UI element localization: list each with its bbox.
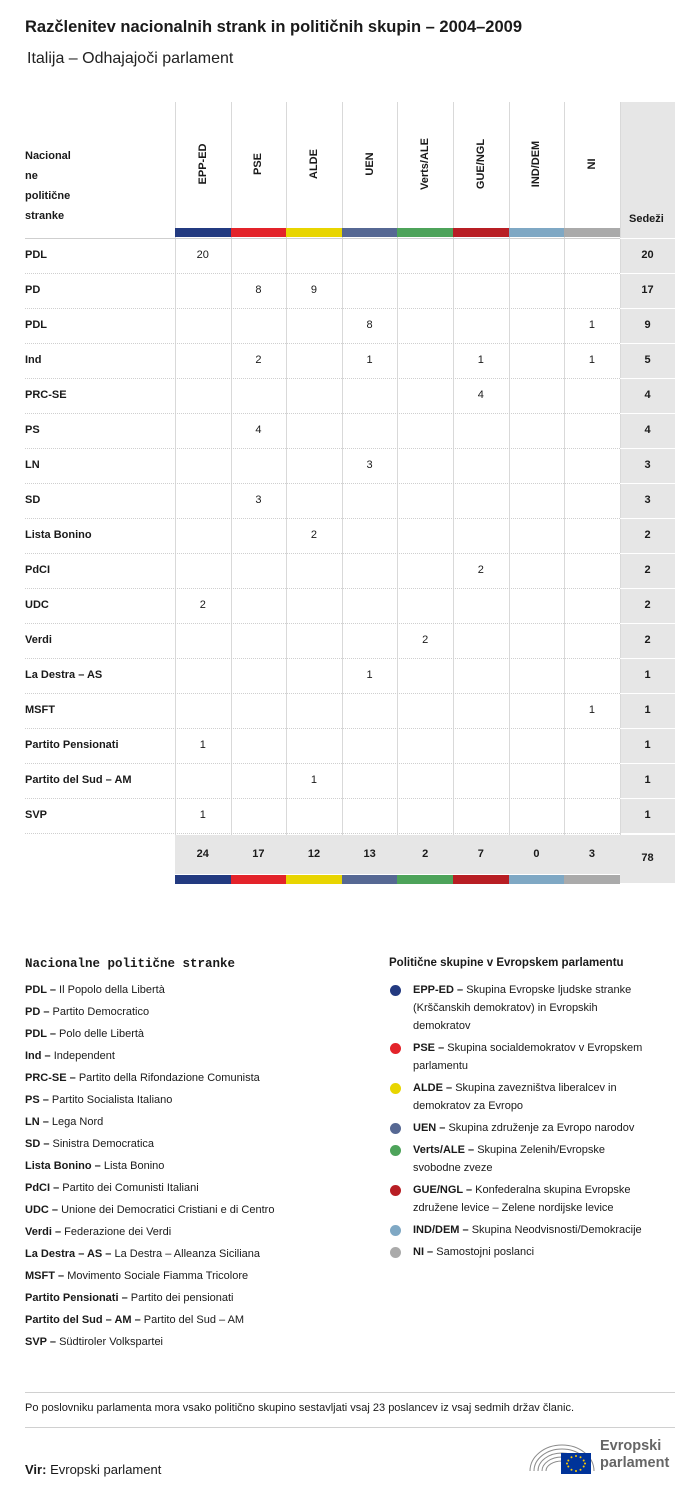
group-total: 13: [363, 848, 376, 860]
party-name: PRC-SE: [25, 389, 67, 401]
legend-party-name: Partito Democratico: [52, 1006, 150, 1018]
legend-party-item: [25, 1025, 144, 1043]
legend-party-abbr: PDL –: [25, 984, 56, 996]
legend-groups-title: Politične skupine v Evropskem parlamentu: [389, 957, 624, 969]
legend-group-item: [413, 1119, 675, 1137]
legend-party-abbr: PDL –: [25, 1028, 56, 1040]
logo-line-1: Evropski: [600, 1438, 662, 1454]
group-color-bar-bottom: [564, 875, 620, 884]
legend-group-line: [413, 1221, 675, 1239]
seat-count: 2: [310, 529, 318, 541]
group-header-6: IND/DEM: [530, 140, 543, 188]
legend-party-abbr: La Destra – AS –: [25, 1248, 112, 1260]
legend-party-item: [25, 1157, 164, 1175]
party-name: PDL: [25, 249, 47, 261]
legend-party-abbr: LN –: [25, 1116, 49, 1128]
seats-header: Sedeži: [629, 213, 664, 225]
source-line: [25, 1462, 161, 1477]
legend-party-item: [25, 1223, 171, 1241]
party-column-header-line: ne: [25, 170, 38, 182]
legend-group-desc: Skupina združenje za Evropo narodov: [448, 1122, 635, 1134]
seat-count: 4: [477, 389, 484, 401]
group-color-bar: [175, 228, 231, 237]
legend-party-abbr: Lista Bonino –: [25, 1160, 101, 1172]
group-total: 2: [422, 848, 429, 860]
source-value: Evropski parlament: [50, 1462, 162, 1477]
legend-party-item: [25, 1047, 115, 1065]
group-color-bar-bottom: [286, 875, 342, 884]
source-label: Vir:: [25, 1462, 47, 1477]
group-color-bar: [286, 228, 342, 237]
group-header-7: NI: [586, 158, 598, 170]
seat-count: 1: [366, 354, 373, 366]
row-divider: [25, 833, 620, 835]
group-color-bar-bottom: [453, 875, 509, 884]
legend-group-abbr: PSE –: [413, 1042, 445, 1054]
party-total: 3: [644, 494, 651, 506]
legend-color-dot: [390, 1247, 401, 1258]
seat-count: 9: [310, 284, 318, 296]
legend-group-desc: Samostojni poslanci: [436, 1246, 535, 1258]
legend-party-item: [25, 1091, 172, 1109]
legend-group-line: [413, 981, 675, 999]
legend-party-item: [25, 1003, 149, 1021]
party-total: 2: [644, 599, 651, 611]
party-name: Partito Pensionati: [25, 739, 119, 751]
group-color-bar: [397, 228, 453, 237]
group-color-bar-bottom: [175, 875, 231, 884]
party-column-header-line: stranke: [25, 210, 65, 222]
party-name: Verdi: [25, 634, 52, 646]
party-name: Ind: [25, 354, 42, 366]
seat-count: 1: [588, 319, 596, 331]
group-total: 12: [307, 848, 321, 860]
party-name: La Destra – AS: [25, 669, 103, 681]
legend-group-desc: Skupina Zelenih/Evropske: [477, 1144, 605, 1156]
group-color-bar: [342, 228, 398, 237]
legend-group-line: [413, 1097, 675, 1115]
legend-party-name: Independent: [53, 1050, 115, 1062]
legend-group-desc: demokratov za Evropo: [413, 1100, 524, 1112]
party-total: 2: [644, 529, 651, 541]
row-divider: [25, 448, 620, 450]
legend-party-name: Lista Bonino: [103, 1160, 165, 1172]
legend-group-abbr: IND/DEM –: [413, 1224, 469, 1236]
seat-count: 1: [588, 354, 596, 366]
legend-group-line: [413, 1243, 675, 1261]
group-total: 17: [252, 848, 265, 860]
legend-party-name: Movimento Sociale Fiamma Tricolore: [67, 1270, 249, 1282]
page-subtitle: Italija – Odhajajoči parlament: [27, 50, 234, 67]
party-total: 9: [644, 319, 651, 331]
legend-party-item: [25, 1113, 103, 1131]
legend-party-abbr: PdCI –: [25, 1182, 60, 1194]
legend-party-abbr: SD –: [25, 1138, 50, 1150]
legend-group-item: [413, 1181, 675, 1217]
column-divider: [509, 102, 510, 835]
hemicycle-logo-icon: [528, 1435, 598, 1479]
group-color-bar: [231, 228, 287, 237]
footnote: Po poslovniku parlamenta mora vsako politično skupino sestavljati vsaj 23 poslancev iz vsaj sedmih držav članic.: [25, 1402, 575, 1414]
row-divider: [25, 343, 620, 345]
row-divider: [25, 308, 620, 310]
group-total: 24: [196, 848, 209, 860]
legend-group-line: [413, 1017, 675, 1035]
seat-count: 20: [196, 249, 209, 261]
legend-party-name: Partito Socialista Italiano: [51, 1094, 173, 1106]
party-name: Lista Bonino: [25, 529, 92, 541]
legend-group-desc: (Krščanskih demokratov) in Evropskih: [413, 1002, 598, 1014]
party-name: PD: [25, 284, 41, 296]
seat-count: 1: [366, 669, 373, 681]
column-divider: [453, 102, 454, 835]
legend-group-line: [413, 1181, 675, 1199]
legend-group-abbr: NI –: [413, 1246, 434, 1258]
party-total: 1: [644, 774, 651, 786]
group-total: 3: [588, 848, 596, 860]
legend-party-name: Südtiroler Volkspartei: [59, 1336, 164, 1348]
column-divider: [175, 102, 176, 835]
group-color-bar-bottom: [231, 875, 287, 884]
seat-count: 2: [255, 354, 262, 366]
legend-group-line: [413, 1039, 675, 1057]
party-name: PDL: [25, 319, 47, 331]
legend-group-abbr: Verts/ALE –: [413, 1144, 475, 1156]
party-total: 1: [644, 739, 651, 751]
column-divider: [231, 102, 232, 835]
legend-party-abbr: Partito del Sud – AM –: [25, 1314, 141, 1326]
legend-group-line: [413, 1119, 675, 1137]
group-total: 0: [533, 848, 540, 860]
seat-count: 1: [199, 739, 206, 751]
logo-wordmark: [600, 1438, 669, 1472]
party-total: 5: [644, 354, 651, 366]
legend-group-desc: parlamentu: [413, 1060, 469, 1072]
seat-count: 1: [477, 354, 484, 366]
seat-count: 2: [477, 564, 484, 576]
row-divider: [25, 623, 620, 625]
party-total: 2: [644, 564, 651, 576]
group-header-4: Verts/ALE: [419, 138, 432, 190]
legend-party-item: [25, 1333, 163, 1351]
row-divider: [25, 413, 620, 415]
legend-party-item: [25, 981, 165, 999]
row-divider: [25, 693, 620, 695]
row-divider: [25, 553, 620, 555]
legend-party-name: Partito dei pensionati: [130, 1292, 234, 1304]
group-color-bar-bottom: [342, 875, 398, 884]
row-divider: [25, 378, 620, 380]
legend-party-name: La Destra – Alleanza Siciliana: [114, 1248, 261, 1260]
row-divider: [25, 658, 620, 660]
seat-count: 2: [422, 634, 429, 646]
group-color-bar-bottom: [509, 875, 565, 884]
legend-party-item: [25, 1135, 154, 1153]
legend-party-name: Lega Nord: [51, 1116, 104, 1128]
legend-party-item: [25, 1069, 260, 1087]
party-column-header-line: Nacional: [25, 150, 71, 162]
party-total: 2: [644, 634, 651, 646]
group-color-bar: [509, 228, 565, 237]
logo-line-2: parlament: [600, 1455, 670, 1471]
row-divider: [25, 238, 620, 240]
grand-total: 78: [641, 852, 654, 864]
legend-party-abbr: PD –: [25, 1006, 50, 1018]
legend-group-line: [413, 1079, 675, 1097]
party-total: 17: [641, 284, 654, 296]
group-total: 7: [477, 848, 484, 860]
legend-group-desc: Skupina Evropske ljudske stranke: [466, 984, 632, 996]
seat-count: 8: [255, 284, 262, 296]
group-header-5: GUE/NGL: [474, 138, 487, 190]
seat-count: 4: [255, 424, 262, 436]
party-total: 1: [644, 704, 651, 716]
legend-group-item: [413, 1243, 675, 1261]
legend-party-name: Partito del Sud – AM: [143, 1314, 245, 1326]
row-divider: [25, 588, 620, 590]
group-color-bar-bottom: [397, 875, 453, 884]
legend-group-item: [413, 1221, 675, 1239]
party-name: PdCI: [25, 564, 51, 576]
legend-party-name: Federazione dei Verdi: [64, 1226, 172, 1238]
legend-party-item: [25, 1179, 199, 1197]
column-divider: [397, 102, 398, 835]
legend-party-abbr: Verdi –: [25, 1226, 62, 1238]
legend-group-line: [413, 1199, 675, 1217]
legend-group-abbr: ALDE –: [413, 1082, 453, 1094]
legend-color-dot: [390, 985, 401, 996]
group-header-2: ALDE: [308, 149, 320, 179]
legend-color-dot: [390, 1043, 401, 1054]
party-name: UDC: [25, 599, 49, 611]
legend-group-line: [413, 1057, 675, 1075]
group-color-bar: [453, 228, 509, 237]
seat-count: 1: [310, 774, 318, 786]
legend-party-abbr: SVP –: [25, 1336, 56, 1348]
party-total: 1: [644, 809, 651, 821]
legend-group-desc: Skupina zavezništva liberalcev in: [455, 1082, 617, 1094]
legend-group-abbr: EPP-ED –: [413, 984, 464, 996]
legend-party-item: [25, 1267, 248, 1285]
legend-group-line: [413, 1141, 675, 1159]
legend-color-dot: [390, 1083, 401, 1094]
legend-party-abbr: Ind –: [25, 1050, 51, 1062]
legend-group-item: [413, 981, 675, 1035]
legend-parties-title: Nacionalne politične stranke: [25, 957, 236, 971]
party-name: LN: [25, 459, 40, 471]
party-total: 20: [641, 249, 654, 261]
legend-group-desc: svobodne zveze: [413, 1162, 493, 1174]
seat-count: 1: [588, 704, 596, 716]
legend-group-item: [413, 1079, 675, 1115]
legend-group-item: [413, 1039, 675, 1075]
party-column-header-line: politične: [25, 190, 71, 202]
column-divider: [286, 102, 287, 835]
seat-count: 3: [255, 494, 262, 506]
legend-party-name: Partito dei Comunisti Italiani: [62, 1182, 199, 1194]
row-divider: [25, 483, 620, 485]
legend-party-item: [25, 1311, 244, 1329]
legend-party-name: Partito della Rifondazione Comunista: [78, 1072, 260, 1084]
party-name: Partito del Sud – AM: [25, 774, 132, 786]
legend-party-abbr: Partito Pensionati –: [25, 1292, 128, 1304]
party-name: PS: [25, 424, 40, 436]
legend-color-dot: [390, 1225, 401, 1236]
party-total: 3: [644, 459, 651, 471]
seat-count: 8: [366, 319, 373, 331]
seat-count: 2: [199, 599, 206, 611]
party-total: 4: [644, 424, 651, 436]
divider: [25, 1392, 675, 1393]
party-column-header: [25, 146, 105, 226]
group-header-1: PSE: [252, 153, 265, 176]
legend-group-desc: Skupina Neodvisnosti/Demokracije: [471, 1224, 642, 1236]
legend-group-line: [413, 999, 675, 1017]
party-name: MSFT: [25, 704, 55, 716]
legend-party-item: [25, 1289, 234, 1307]
legend-party-item: [25, 1245, 260, 1263]
party-total: 4: [644, 389, 651, 401]
divider: [25, 1427, 675, 1428]
legend-party-name: Il Popolo della Libertà: [59, 984, 165, 996]
page-title: Razčlenitev nacionalnih strank in političnih skupin – 2004–2009: [25, 18, 523, 36]
seat-distribution-table: [25, 102, 675, 884]
group-header-0: EPP-ED: [196, 143, 209, 185]
party-name: SD: [25, 494, 41, 506]
legend-color-dot: [390, 1123, 401, 1134]
legend-party-name: Unione dei Democratici Cristiani e di Centro: [61, 1204, 275, 1216]
legend-party-abbr: PS –: [25, 1094, 49, 1106]
legend-color-dot: [390, 1145, 401, 1156]
legend-party-item: [25, 1201, 274, 1219]
legend-party-name: Polo delle Libertà: [59, 1028, 145, 1040]
group-header-3: UEN: [363, 152, 376, 176]
legend-party-abbr: MSFT –: [25, 1270, 65, 1282]
row-divider: [25, 798, 620, 800]
legend-color-dot: [390, 1185, 401, 1196]
ep-logo: [528, 1435, 678, 1479]
legend-group-line: [413, 1159, 675, 1177]
legend-group-item: [413, 1141, 675, 1177]
legend-party-abbr: PRC-SE –: [25, 1072, 76, 1084]
party-name: SVP: [25, 809, 48, 821]
legend-group-desc: demokratov: [413, 1020, 471, 1032]
legend-group-abbr: UEN –: [413, 1122, 446, 1134]
legend-party-abbr: UDC –: [25, 1204, 59, 1216]
legend-group-desc: združene levice – Zelene nordijske levice: [413, 1202, 614, 1214]
seat-count: 3: [366, 459, 373, 471]
seat-count: 1: [199, 809, 206, 821]
party-total: 1: [644, 669, 651, 681]
legend-group-desc: Konfederalna skupina Evropske: [475, 1184, 631, 1196]
legend-group-desc: Skupina socialdemokratov v Evropskem: [447, 1042, 643, 1054]
group-color-bar: [564, 228, 620, 237]
legend-party-name: Sinistra Democratica: [52, 1138, 155, 1150]
legend-group-abbr: GUE/NGL –: [413, 1184, 473, 1196]
